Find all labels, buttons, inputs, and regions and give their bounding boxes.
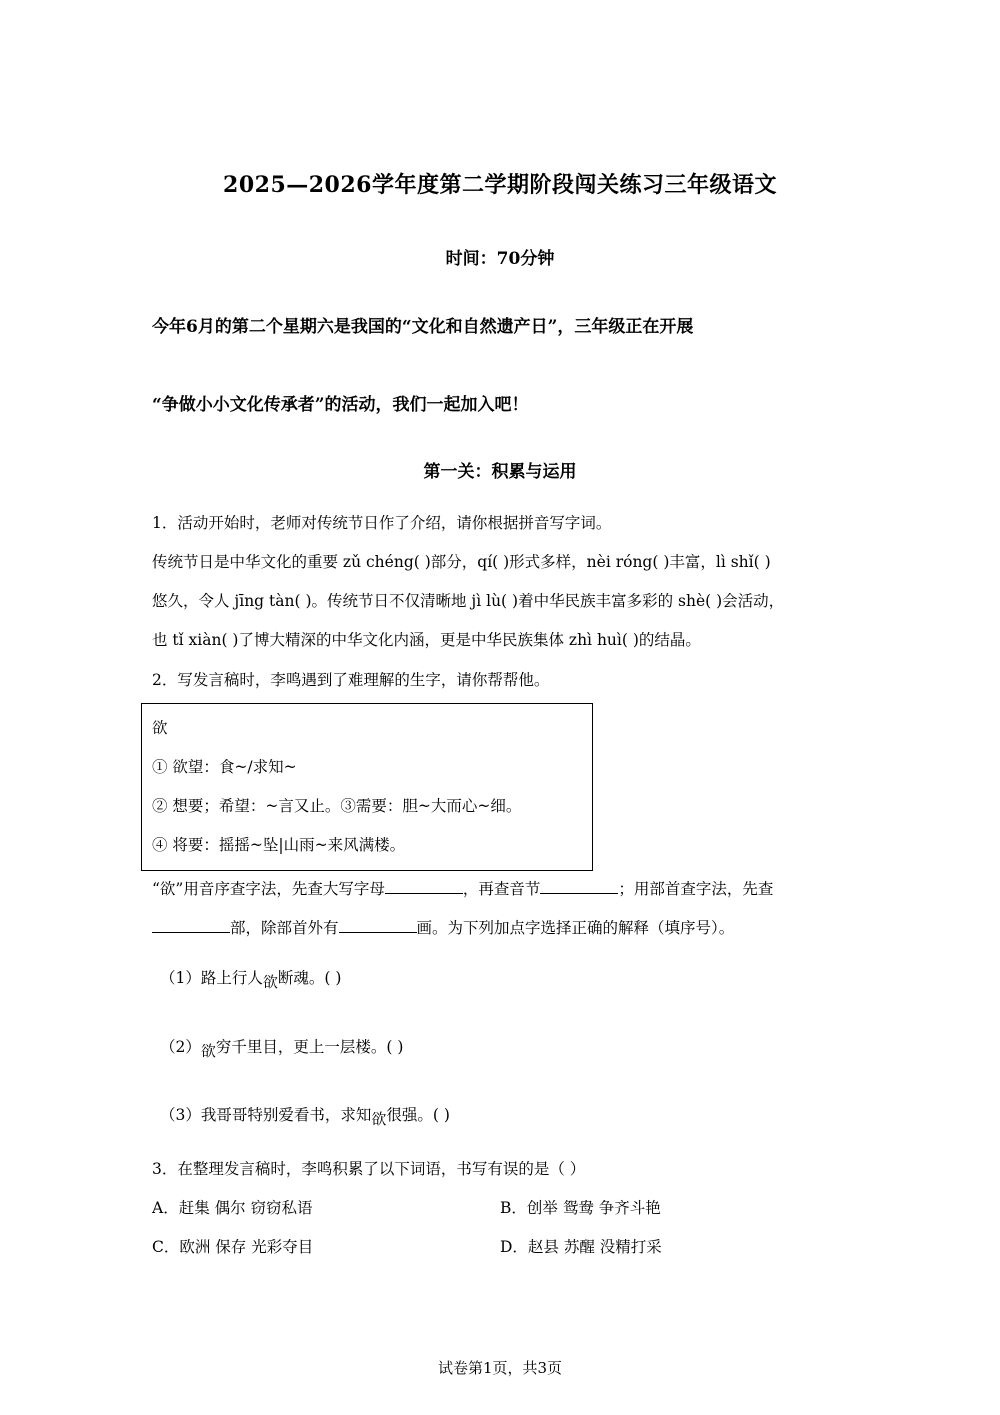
q3-option-c[interactable]: C．欧洲 保存 光彩夺目	[152, 1238, 314, 1256]
s1-suffix: 断魂。( )	[277, 969, 342, 987]
q3-stem: 3．在整理发言稿时，李鸣积累了以下词语，书写有误的是（ ）	[152, 1160, 586, 1178]
q2-sentence-3	[160, 1105, 450, 1128]
blank-strokes[interactable]	[339, 916, 417, 933]
q1-line-1: 传统节日是中华文化的重要 zǔ chéng( )部分，qí( )形式多样，nèi róng( )丰富，lì shǐ( )	[152, 553, 771, 571]
blank-radical[interactable]	[152, 916, 230, 933]
q2-text-1b: ，再查音节	[462, 880, 541, 898]
s2-suffix: 穷千里目，更上一层楼。( )	[215, 1038, 404, 1056]
page-footer: 试卷第1页，共3页	[437, 1359, 563, 1377]
s1-prefix: （1）路上行人	[160, 969, 263, 987]
s3-prefix: （3）我哥哥特别爱看书，求知	[160, 1106, 372, 1124]
blank-letter[interactable]	[385, 877, 463, 894]
q2-lookup-line-2	[152, 916, 734, 938]
s2-dotted-char: 欲	[200, 1042, 216, 1060]
intro-line-2: “争做小小文化传承者”的活动，我们一起加入吧！	[152, 395, 529, 415]
dict-def-3: ④ 将要：摇摇~坠|山雨~来风满楼。	[152, 836, 406, 854]
s3-suffix: 很强。( )	[386, 1106, 450, 1124]
s3-dotted-char: 欲	[371, 1110, 387, 1128]
intro-line-1: 今年6月的第二个星期六是我国的“文化和自然遗产日”，三年级正在开展	[152, 317, 694, 337]
dict-char: 欲	[152, 719, 168, 737]
blank-syllable[interactable]	[540, 877, 618, 894]
q2-sentence-1	[160, 968, 342, 991]
section-title: 第一关：积累与运用	[423, 462, 577, 482]
exam-time: 时间：70分钟	[445, 249, 555, 269]
exam-title: 2025—2026学年度第二学期阶段闯关练习三年级语文	[223, 172, 777, 198]
q2-sentence-2	[160, 1037, 404, 1060]
q2-text-1c: ；用部首查字法，先查	[618, 880, 774, 898]
q3-option-a[interactable]: A．赶集 偶尔 窃窃私语	[152, 1199, 313, 1217]
q2-stem: 2．写发言稿时，李鸣遇到了难理解的生字，请你帮帮他。	[152, 671, 550, 689]
s1-dotted-char: 欲	[262, 973, 278, 991]
dictionary-box	[141, 703, 593, 871]
q1-line-2: 悠久，令人 jīng tàn( )。传统节日不仅清晰地 jì lù( )着中华民族丰富多彩的 shè( )会活动，	[152, 592, 785, 610]
q1-line-3: 也 tǐ xiàn( )了博大精深的中华文化内涵，更是中华民族集体 zhì huì( )的结晶。	[152, 631, 701, 649]
s2-prefix: （2）	[160, 1038, 201, 1056]
q2-text-2a: 部，除部首外有	[230, 919, 339, 937]
q2-text-1a: “欲”用音序查字法，先查大写字母	[152, 880, 385, 898]
q3-option-b[interactable]: B．创举 鸳鸯 争齐斗艳	[500, 1199, 661, 1217]
q2-lookup-line-1	[152, 877, 773, 899]
q2-text-2b: 画。为下列加点字选择正确的解释（填序号）。	[416, 919, 735, 937]
q1-stem: 1．活动开始时，老师对传统节日作了介绍，请你根据拼音写字词。	[152, 514, 612, 532]
dict-def-1: ① 欲望：食~/求知~	[152, 758, 297, 776]
q3-option-d[interactable]: D．赵县 苏醒 没精打采	[500, 1238, 662, 1256]
dict-def-2: ② 想要；希望：~言又止。③需要：胆~大而心~细。	[152, 797, 522, 815]
